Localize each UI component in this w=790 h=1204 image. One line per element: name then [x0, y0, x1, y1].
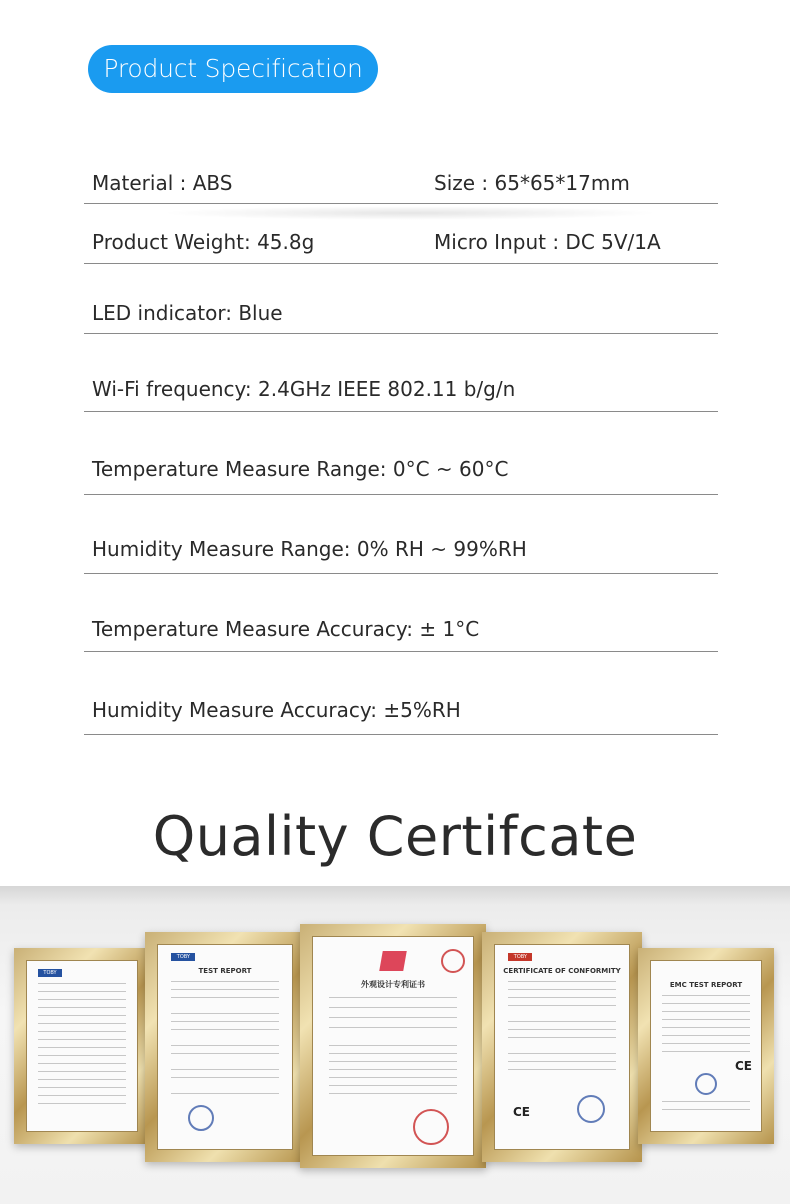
spec-divider: [84, 333, 718, 334]
spec-temperature-range: Temperature Measure Range: 0°C ~ 60°C: [92, 457, 509, 481]
patent-emblem-icon: [379, 951, 407, 971]
spec-humidity-accuracy: Humidity Measure Accuracy: ±5%RH: [92, 698, 461, 722]
doc-title: EMC TEST REPORT: [669, 981, 743, 989]
certificate-gallery: [0, 886, 790, 1204]
stamp-icon: [577, 1095, 605, 1123]
spec-divider: [84, 263, 718, 264]
stamp-icon: [188, 1105, 214, 1131]
certificate-document: [650, 960, 762, 1132]
certificate-frame-test-report: [145, 932, 305, 1162]
seal-icon: [441, 949, 465, 973]
ce-mark-icon: CE: [735, 1059, 753, 1073]
certificate-document: [26, 960, 138, 1132]
ce-mark-icon: CE: [513, 1105, 531, 1119]
divider-shadow: [160, 206, 660, 220]
certificate-frame-ce-certificate: [482, 932, 642, 1162]
official-seal-icon: [413, 1109, 449, 1145]
toby-logo: TOBY: [38, 969, 62, 977]
certificate-document: [312, 936, 474, 1156]
certificate-frame-emc-report: [638, 948, 774, 1144]
spec-divider: [84, 651, 718, 652]
spec-material: Material : ABS: [92, 171, 233, 195]
spec-divider: [84, 734, 718, 735]
spec-humidity-range: Humidity Measure Range: 0% RH ~ 99%RH: [92, 537, 527, 561]
toby-logo: TOBY: [171, 953, 195, 961]
certificate-frame-general-report: [14, 948, 150, 1144]
toby-logo: TOBY: [508, 953, 532, 961]
product-specification-badge: Product Specification: [88, 45, 378, 93]
spec-size: Size : 65*65*17mm: [434, 171, 630, 195]
spec-divider: [84, 494, 718, 495]
doc-title: TEST REPORT: [198, 967, 252, 975]
quality-certificate-title: Quality Certifcate: [152, 805, 638, 868]
doc-title: CERTIFICATE OF CONFORMITY: [503, 967, 621, 975]
stamp-icon: [695, 1073, 717, 1095]
spec-divider: [84, 411, 718, 412]
spec-led: LED indicator: Blue: [92, 301, 283, 325]
spec-input: Micro Input : DC 5V/1A: [434, 230, 661, 254]
spec-temperature-accuracy: Temperature Measure Accuracy: ± 1°C: [92, 617, 480, 641]
spec-wifi: Wi-Fi frequency: 2.4GHz IEEE 802.11 b/g/n: [92, 377, 516, 401]
certificate-document: [157, 944, 293, 1150]
doc-title: 外观设计专利证书: [361, 980, 425, 989]
spec-divider: [84, 573, 718, 574]
certificate-document: [494, 944, 630, 1150]
spec-divider: [84, 203, 718, 204]
spec-weight: Product Weight: 45.8g: [92, 230, 315, 254]
certificate-frame-design-patent: [300, 924, 486, 1168]
